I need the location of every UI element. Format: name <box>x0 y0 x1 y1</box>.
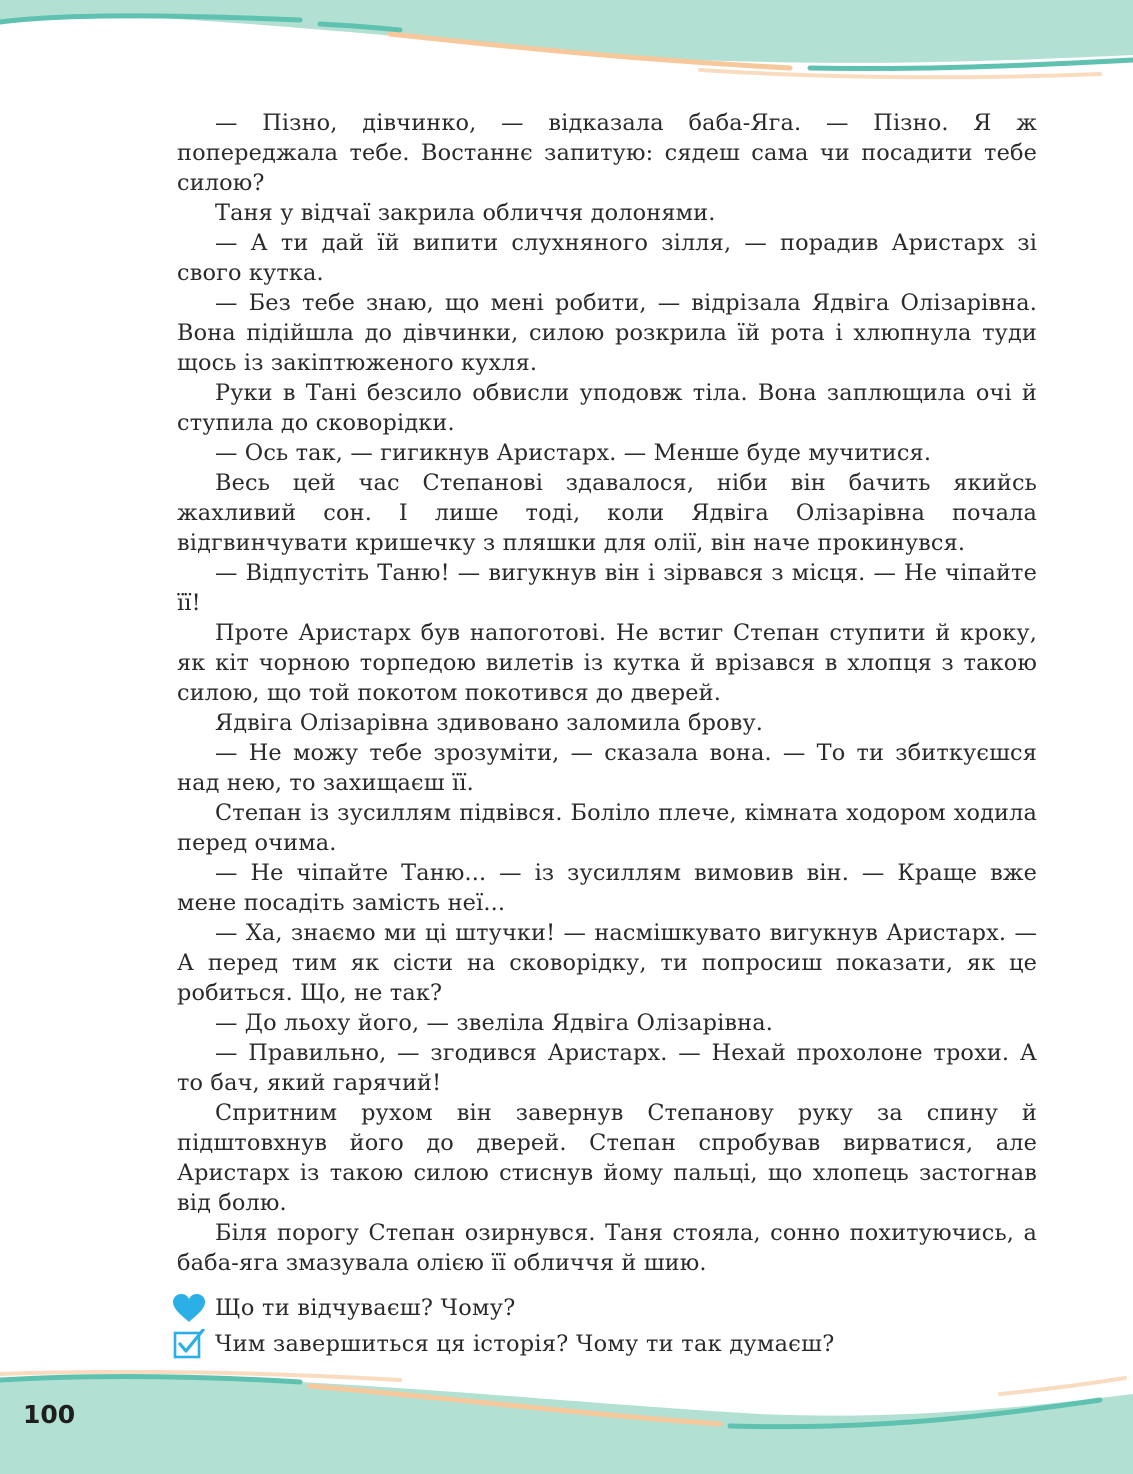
checkbox-icon <box>172 1329 206 1359</box>
paragraph: — Правильно, — згодився Аристарх. — Нехай прохолоне трохи. А то бач, який гарячий! <box>177 1040 1037 1096</box>
paragraph: — Ха, знаємо ми ці штучки! — насмішкувато вигукнув Аристарх. — А перед тим як сісти на сковорідку, ти попросиш показати, як це робиться. Що, не так? <box>177 920 1037 1006</box>
story-text <box>177 108 1037 1278</box>
question-text: Що ти відчуваєш? Чому? <box>215 1295 516 1321</box>
paragraph: Весь цей час Степанові здавалося, ніби він бачить якийсь жахливий сон. І лише тоді, коли Ядвіга Олізарівна почала відгвинчувати кришечку з пляшки для олії, він наче прокинувся. <box>177 470 1037 556</box>
paragraph: Біля порогу Степан озирнувся. Таня стояла, сонно похитуючись, а баба-яга змазувала олією її обличчя й шию. <box>177 1220 1037 1276</box>
paragraph: Проте Аристарх був напоготові. Не встиг Степан ступити й кроку, як кіт чорною торпедою вилетів із кутка й врізався в хлопця з такою силою, що той покотом покотився до дверей. <box>177 620 1037 706</box>
top-decorative-band <box>0 0 1133 90</box>
page-number: 100 <box>23 1400 76 1429</box>
bottom-decorative-band <box>0 1364 1133 1474</box>
question-feelings <box>172 1291 1052 1325</box>
paragraph: Спритним рухом він завернув Степанову руку за спину й підштовхнув його до дверей. Степан спробував вирватися, але Аристарх із такою силою стиснув йому пальці, що хлопець застогнав від болю. <box>177 1100 1037 1216</box>
paragraph: Степан із зусиллям підвівся. Боліло плече, кімната ходором ходила перед очима. <box>177 800 1037 856</box>
paragraph: — До льоху його, — звеліла Ядвіга Олізарівна. <box>215 1010 773 1036</box>
question-text: Чим завершиться ця історія? Чому ти так думаєш? <box>215 1331 835 1357</box>
paragraph: — А ти дай їй випити слухняного зілля, — порадив Аристарх зі свого кутка. <box>177 230 1037 286</box>
paragraph: — Відпустіть Таню! — вигукнув він і зірвався з місця. — Не чіпайте її! <box>177 560 1037 616</box>
paragraph: Руки в Тані безсило обвисли уподовж тіла. Вона заплющила очі й ступила до сковорідки. <box>177 380 1037 436</box>
questions-block <box>172 1291 1052 1363</box>
paragraph: — Не чіпайте Таню... — із зусиллям вимовив він. — Краще вже мене посадіть замість неї... <box>177 860 1037 916</box>
paragraph: — Ось так, — гигикнув Аристарх. — Менше буде мучитися. <box>215 440 932 466</box>
question-prediction <box>172 1327 1052 1361</box>
paragraph: Ядвіга Олізарівна здивовано заломила брову. <box>215 710 764 736</box>
paragraph: Таня у відчаї закрила обличчя долонями. <box>215 200 716 226</box>
paragraph: — Пізно, дівчинко, — відказала баба-Яга. — Пізно. Я ж попереджала тебе. Востаннє запитую: сядеш сама чи посадити тебе силою? <box>177 110 1037 196</box>
paragraph: — Без тебе знаю, що мені робити, — відрізала Ядвіга Олізарівна. Вона підійшла до дівчинки, силою розкрила їй рота і хлюпнула туди щось із закіптюженого кухля. <box>177 290 1037 376</box>
heart-icon <box>172 1293 206 1323</box>
paragraph: — Не можу тебе зрозуміти, — сказала вона. — То ти збиткуєшся над нею, то захищаєш її. <box>177 740 1037 796</box>
